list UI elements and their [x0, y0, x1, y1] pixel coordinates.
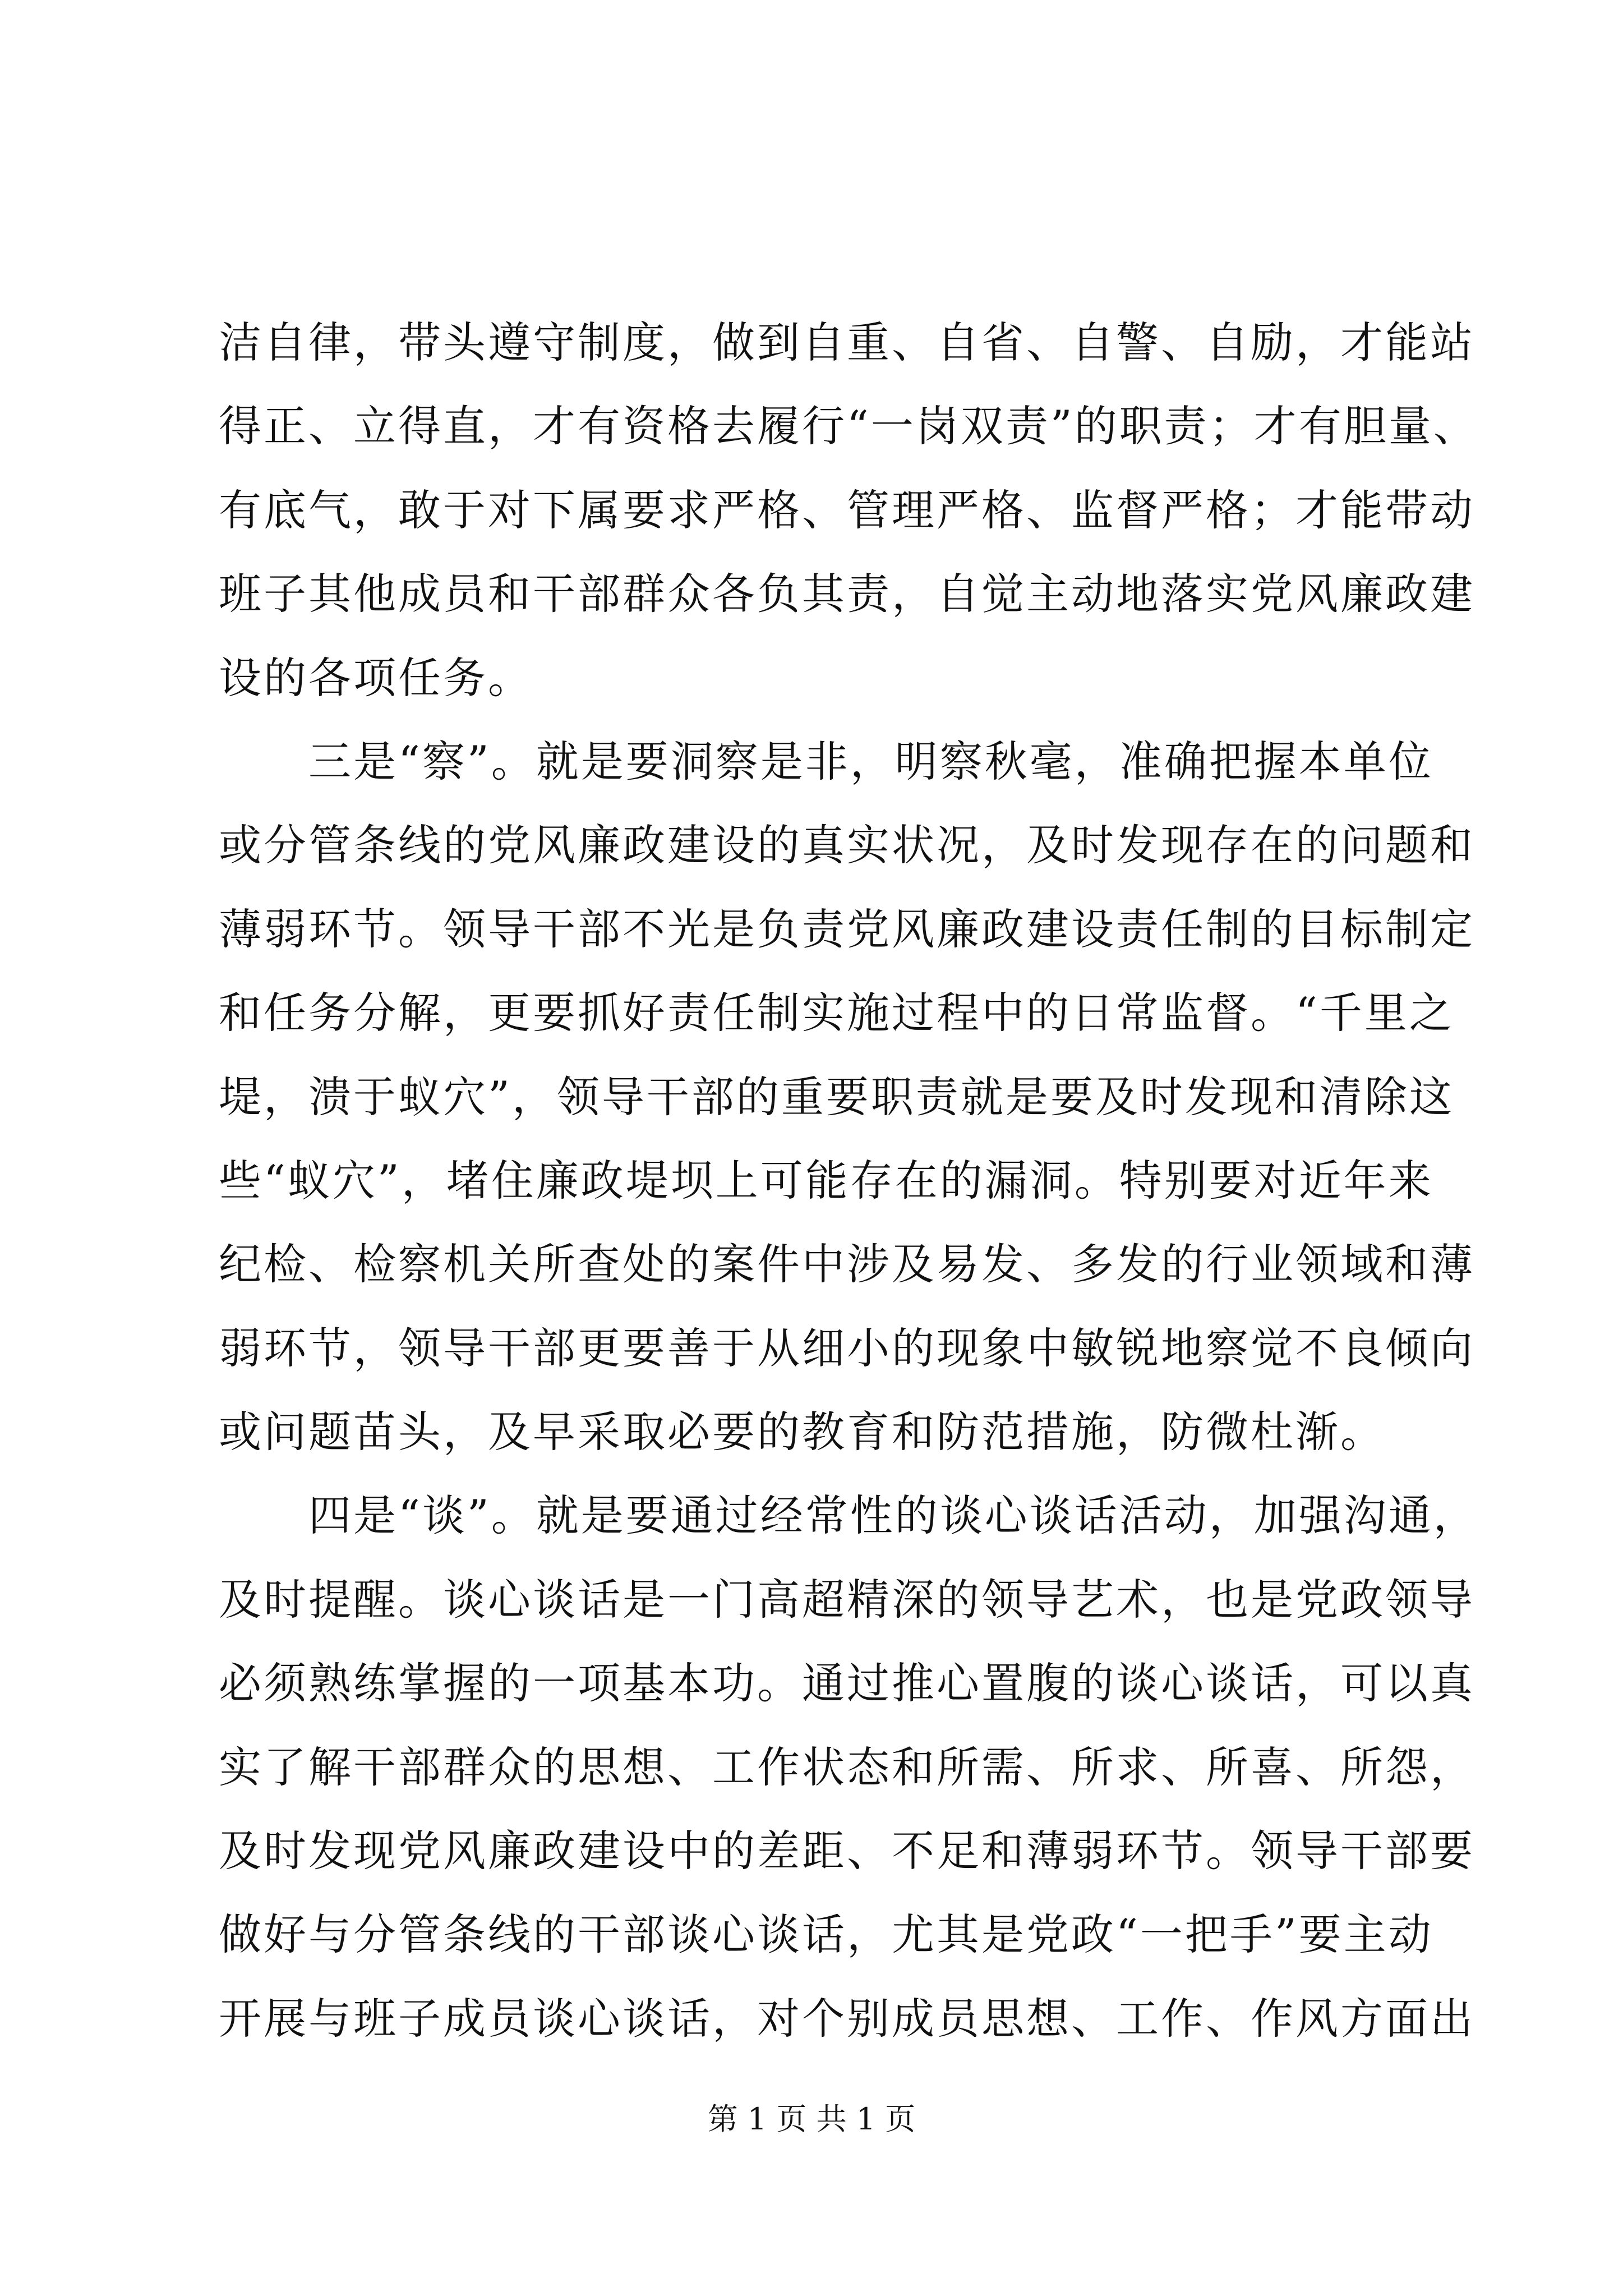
text-line: 薄弱环节。领导干部不光是负责党风廉政建设责任制的目标制定	[219, 904, 1475, 954]
text-line: 及时提醒。谈心谈话是一门高超精深的领导艺术，也是党政领导	[219, 1574, 1475, 1625]
text-line: 实了解干部群众的思想、工作状态和所需、所求、所喜、所怨，	[219, 1742, 1475, 1792]
text-line: 做好与分管条线的干部谈心谈话，尤其是党政“一把手”要主动	[219, 1910, 1433, 1960]
text-line: 班子其他成员和干部群众各负其责，自觉主动地落实党风廉政建	[219, 569, 1475, 619]
text-line: 纪检、检察机关所查处的案件中涉及易发、多发的行业领域和薄	[219, 1239, 1475, 1290]
text-line: 和任务分解，更要抓好责任制实施过程中的日常监督。“千里之	[219, 988, 1454, 1038]
text-line: 四是“谈”。就是要通过经常性的谈心谈话活动，加强沟通，	[308, 1490, 1478, 1541]
text-line: 弱环节，领导干部更要善于从细小的现象中敏锐地察觉不良倾向	[219, 1323, 1475, 1373]
text-line: 堤，溃于蚁穴”，领导干部的重要职责就是要及时发现和清除这	[219, 1071, 1454, 1122]
text-line: 洁自律，带头遵守制度，做到自重、自省、自警、自励，才能站	[219, 318, 1475, 367]
page-footer: 第 1 页 共 1 页	[707, 2101, 916, 2137]
text-line: 或分管条线的党风廉政建设的真实状况，及时发现存在的问题和	[219, 820, 1475, 871]
text-line: 及时发现党风廉政建设中的差距、不足和薄弱环节。领导干部要	[219, 1826, 1475, 1876]
text-line: 些“蚁穴”，堵住廉政堤坝上可能存在的漏洞。特别要对近年来	[219, 1155, 1433, 1205]
text-line: 或问题苗头，及早采取必要的教育和防范措施，防微杜渐。	[219, 1407, 1385, 1457]
document-body	[219, 301, 1478, 2060]
text-line: 三是“察”。就是要洞察是非，明察秋毫，准确把握本单位	[308, 736, 1433, 786]
text-line: 得正、立得直，才有资格去履行“一岗双责”的职责；才有胆量、	[219, 401, 1478, 452]
text-line: 设的各项任务。	[219, 652, 533, 703]
text-line: 有底气，敢于对下属要求严格、管理严格、监督严格；才能带动	[219, 485, 1475, 535]
text-line: 开展与班子成员谈心谈话，对个别成员思想、工作、作风方面出	[219, 1993, 1475, 2044]
text-line: 必须熟练掌握的一项基本功。通过推心置腹的谈心谈话，可以真	[219, 1658, 1475, 1709]
